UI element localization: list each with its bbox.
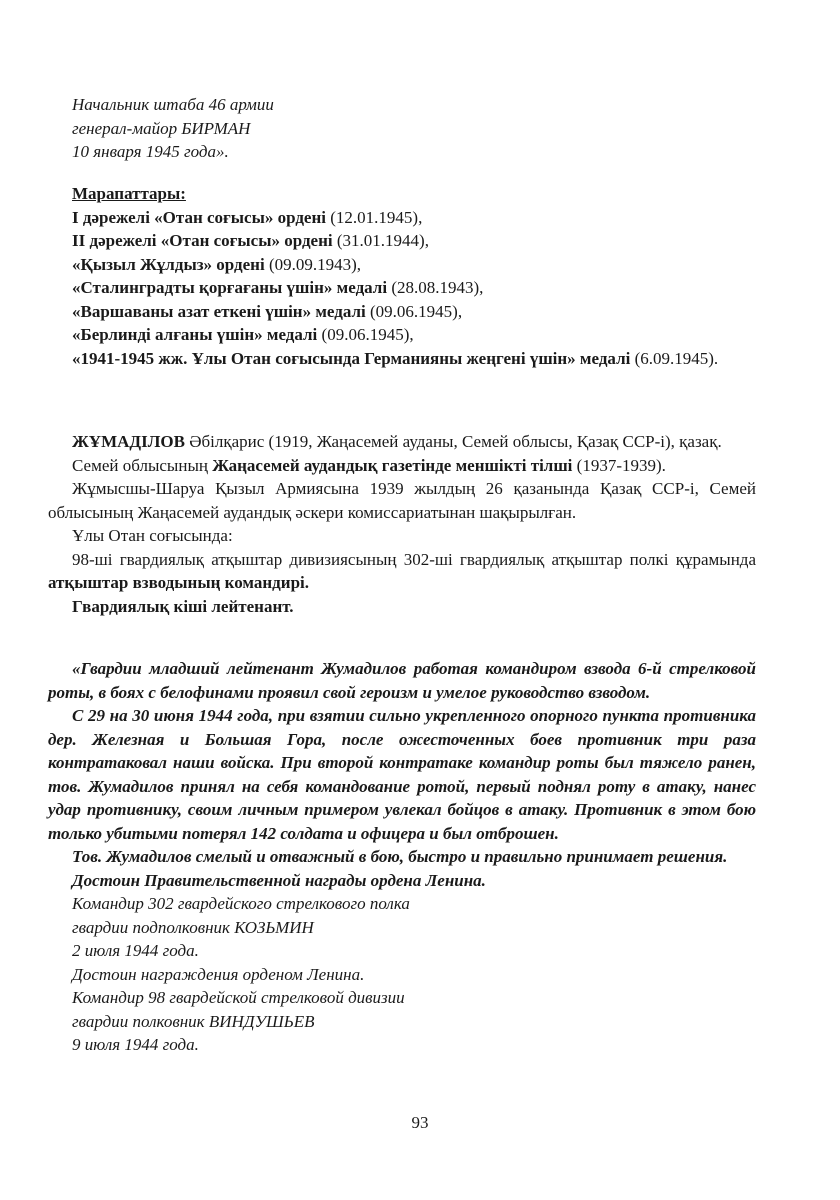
award-item-last (48, 347, 756, 371)
awards-section (48, 182, 756, 370)
bio-text-bold: Жаңасемей аудандық газетінде меншікті тілші (212, 455, 573, 475)
award-name: І дәрежелі «Отан соғысы» орденi (72, 207, 326, 227)
bio-rank: Гвардиялық кіші лейтенант. (72, 596, 294, 616)
signature-line: Начальник штаба 46 армии (72, 95, 274, 114)
citation-sign-line: Достоин награждения орденом Ленина. (72, 964, 365, 984)
award-name: ІІ дәрежелі «Отан соғысы» орденi (72, 231, 333, 250)
person-given-name: Әбілқарис (184, 432, 265, 451)
award-date: (09.09.1943), (264, 254, 362, 274)
bio-intro (48, 430, 756, 454)
award-date: (12.01.1945), (326, 207, 423, 227)
bio-paragraph: Жұмысшы-Шаруа Қызыл Армиясына 1939 жылдың 26 қазанында Қазақ ССР-і, Семей облысының Жаңасемей аудандық әскери комиссариатынан шақырылған. (48, 479, 756, 522)
award-item (48, 323, 756, 347)
award-item (48, 253, 756, 277)
award-name: «Сталинградты қорғағаны үшін» медалі (72, 278, 388, 297)
award-name: «Берлинді алғаны үшін» медалі (72, 325, 318, 344)
award-date: (09.06.1945), (317, 325, 414, 344)
signature-block-top (48, 93, 780, 164)
award-name: «Варшаваны азат еткені үшін» медалі (72, 301, 366, 321)
citation-paragraph: С 29 на 30 июня 1944 года, при взятии сильно укрепленного опорного пункта противника дер. Железная и Большая Гора, после ожесточенных боев противник три раза контратаковал наши войска. При второй контратаке командир роты был тяжело ранен, тов. Жумадилов принял на себя командование ротой, первый поднял роту в атаку, нанес удар противнику, своим личным примером увлекал бойцов в атаку. Противник в этом бою только убитыми потерял 142 солдата и офицера и был отброшен. (48, 706, 756, 843)
citation-sign-line: гвардии подполковник КОЗЬМИН (72, 917, 314, 937)
bio-text: (1937-1939). (572, 455, 666, 475)
citation-sign-line: гвардии полковник ВИНДУШЬЕВ (72, 1011, 315, 1031)
biography-section (48, 430, 756, 618)
citation-paragraph: «Гвардии младший лейтенант Жумадилов работая командиром взвода 6-й стрелковой роты, в боях с белофинами проявил свой героизм и умелое руководство взводом. (48, 659, 756, 702)
bio-text: Семей облысының (72, 455, 213, 475)
award-name: «1941-1945 жж. Ұлы Отан соғысында Германияны жеңгені үшін» медалі (72, 348, 631, 368)
bio-paragraph (48, 454, 756, 478)
awards-heading: Марапаттары: (72, 184, 186, 203)
citation-sign-line: 9 июля 1944 года. (72, 1035, 199, 1054)
bio-paragraph (48, 548, 756, 595)
award-date: (6.09.1945). (630, 348, 719, 368)
award-citation (48, 657, 756, 1057)
award-date: (31.01.1944), (332, 231, 429, 250)
award-item (48, 206, 756, 230)
award-item (48, 300, 756, 324)
award-item (48, 229, 756, 253)
citation-sign-line: Командир 302 гвардейского стрелкового полка (72, 894, 410, 913)
award-item (48, 276, 756, 300)
bio-text-bold: атқыштар взводының командирі. (48, 573, 309, 592)
bio-paragraph: Ұлы Отан соғысында: (72, 526, 233, 545)
award-name: «Қызыл Жұлдыз» орденi (72, 254, 265, 274)
citation-sign-line: 2 июля 1944 года. (72, 941, 199, 960)
signature-line: 10 января 1945 года». (72, 142, 229, 161)
citation-paragraph: Тов. Жумадилов смелый и отважный в бою, быстро и правильно принимает решения. (72, 847, 728, 866)
citation-sign-line: Командир 98 гвардейской стрелковой дивизии (72, 988, 405, 1007)
citation-conclusion: Достоин Правительственной награды ордена Ленина. (72, 870, 486, 890)
award-date: (28.08.1943), (387, 278, 484, 297)
person-surname: ЖҰМАДІЛОВ (72, 432, 185, 451)
bio-text: 98-ші гвардиялық атқыштар дивизиясының 302-ші гвардиялық атқыштар полкі құрамында (72, 549, 756, 569)
signature-line: генерал-майор БИРМАН (72, 118, 251, 138)
page-number: 93 (411, 1113, 429, 1132)
bio-intro-text: (1919, Жаңасемей ауданы, Семей облысы, Қазақ ССР-і), қазақ. (264, 432, 722, 451)
award-date: (09.06.1945), (365, 301, 463, 321)
